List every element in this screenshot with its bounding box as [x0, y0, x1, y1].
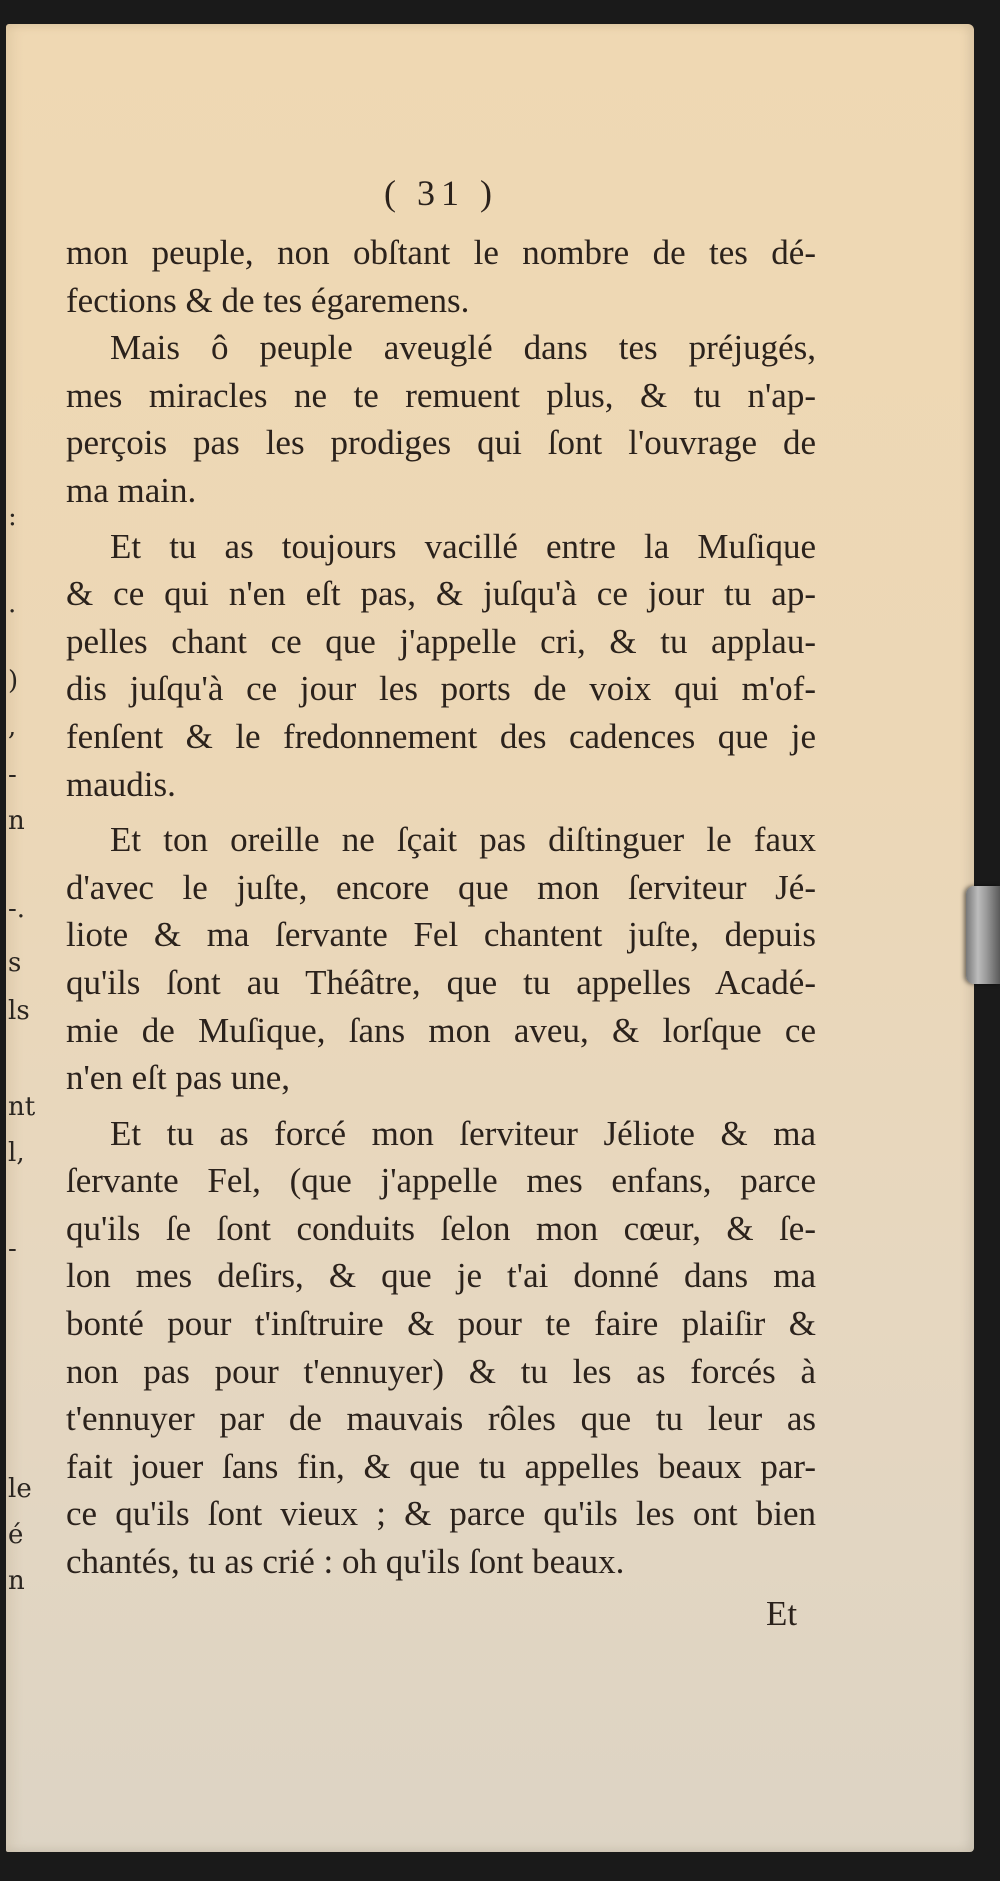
- edge-mark: -.: [8, 894, 26, 924]
- text-line: qu'ils ſont au Théâtre, que tu appelles Acadé-: [66, 962, 816, 1002]
- edge-mark: .: [8, 589, 17, 619]
- text-line: & ce qui n'en eſt pas, & juſqu'à ce jour tu ap-: [66, 574, 816, 614]
- edge-mark: é: [8, 1520, 24, 1550]
- previous-page-edge: [6, 404, 36, 1654]
- text-line: fenſent & le fredonnement des cadences que je: [66, 716, 816, 756]
- text-line: t'ennuyer par de mauvais rôles que tu leur as: [66, 1399, 816, 1439]
- edge-mark: n: [8, 806, 25, 836]
- text-line: mes miracles ne te remuent plus, & tu n'ap-: [66, 375, 816, 415]
- edge-mark: nt: [8, 1092, 36, 1122]
- edge-mark: -: [8, 1234, 17, 1264]
- edge-mark: :: [8, 502, 17, 532]
- edge-mark: s: [8, 948, 22, 978]
- edge-mark: le: [8, 1474, 32, 1504]
- text-line: liote & ma ſervante Fel chantent juſte, depuis: [66, 915, 816, 955]
- body-text: [66, 229, 816, 1586]
- edge-mark: n: [8, 1566, 25, 1596]
- text-line: fait jouer ſans fin, & que tu appelles beaux par-: [66, 1446, 816, 1486]
- edge-mark: ,: [8, 712, 17, 742]
- text-line: mie de Muſique, ſans mon aveu, & lorſque ce: [66, 1010, 816, 1050]
- page-tab-marker: [966, 886, 1000, 984]
- text-line: ſervante Fel, (que j'appelle mes enfans, parce: [66, 1161, 816, 1201]
- text-line: mon peuple, non obſtant le nombre de tes dé-: [66, 233, 816, 272]
- edge-mark: l,: [8, 1138, 25, 1168]
- page-number: ( 31 ): [384, 173, 498, 213]
- text-line: perçois pas les prodiges qui ſont l'ouvrage de: [66, 423, 816, 463]
- text-line: maudis.: [66, 764, 176, 804]
- catchword: Et: [766, 1594, 798, 1633]
- text-line: chantés, tu as crié : oh qu'ils ſont beaux.: [66, 1542, 625, 1582]
- text-line: ma main.: [66, 470, 197, 510]
- book-page: [6, 24, 974, 1852]
- edge-mark: -: [8, 760, 17, 790]
- text-line: bonté pour t'inſtruire & pour te faire plaiſir &: [66, 1304, 816, 1344]
- text-line: n'en eſt pas une,: [66, 1058, 291, 1098]
- edge-mark: ls: [8, 996, 30, 1026]
- text-line: non pas pour t'ennuyer) & tu les as forcés à: [66, 1351, 816, 1391]
- text-line: d'avec le juſte, encore que mon ſerviteur Jé-: [66, 867, 816, 907]
- text-line: lon mes deſirs, & que je t'ai donné dans ma: [66, 1256, 816, 1296]
- text-line: Mais ô peuple aveuglé dans tes préjugés,: [110, 328, 816, 368]
- text-line: Et ton oreille ne ſçait pas diſtinguer le faux: [110, 820, 816, 860]
- text-line: Et tu as forcé mon ſerviteur Jéliote & ma: [110, 1113, 816, 1153]
- text-line: dis juſqu'à ce jour les ports de voix qui m'of-: [66, 669, 816, 709]
- text-line: fections & de tes égaremens.: [66, 280, 470, 320]
- text-line: Et tu as toujours vacillé entre la Muſique: [110, 526, 816, 566]
- text-line: ce qu'ils ſont vieux ; & parce qu'ils les ont bien: [66, 1494, 816, 1534]
- text-line: qu'ils ſe ſont conduits ſelon mon cœur, & ſe-: [66, 1208, 816, 1248]
- text-line: pelles chant ce que j'appelle cri, & tu applau-: [66, 621, 816, 661]
- edge-mark: ): [8, 666, 19, 696]
